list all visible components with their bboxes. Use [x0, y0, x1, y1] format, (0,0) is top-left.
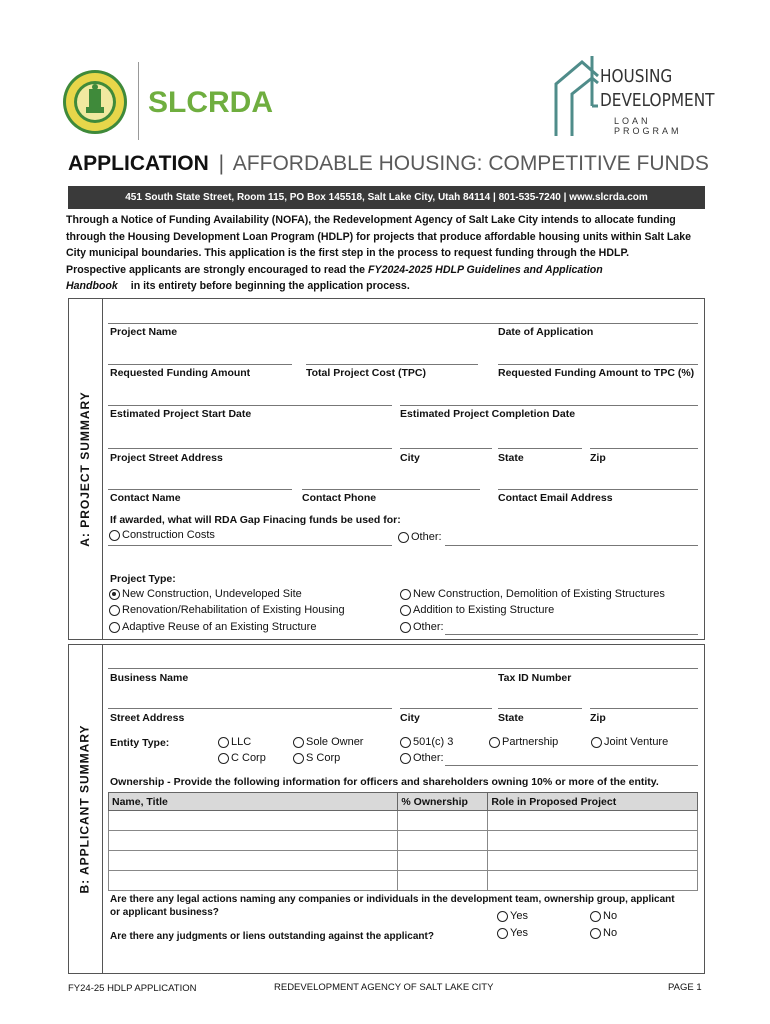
- hdlp-logo-line3: LOAN PROGRAM: [614, 116, 682, 136]
- gap-option-other[interactable]: Other:: [398, 531, 442, 543]
- table-header-name: Name, Title: [109, 793, 398, 811]
- intro-line-4b: FY2024-2025 HDLP Guidelines and Application: [368, 263, 603, 276]
- gap-funds-question: If awarded, what will RDA Gap Finacing funds be used for:: [110, 514, 401, 526]
- total-project-cost-label: Total Project Cost (TPC): [306, 367, 426, 379]
- project-type-label: Project Type:: [110, 573, 176, 585]
- start-date-label: Estimated Project Start Date: [110, 408, 252, 420]
- ownership-note: Ownership - Provide the following information for officers and shareholders owning 10% or more of the entity.: [110, 776, 659, 788]
- intro-line-5a: Handbook: [66, 280, 118, 292]
- footer-page-number: PAGE 1: [668, 982, 702, 993]
- radio-icon[interactable]: [400, 589, 411, 600]
- table-row[interactable]: [109, 851, 698, 871]
- judgment-no[interactable]: No: [590, 927, 617, 939]
- radio-icon[interactable]: [497, 911, 508, 922]
- entity-type-label: Entity Type:: [110, 737, 170, 749]
- project-name-label: Project Name: [110, 326, 178, 338]
- judgment-yes[interactable]: Yes: [497, 927, 528, 939]
- project-state-label: State: [498, 452, 524, 464]
- project-type-new-undeveloped[interactable]: New Construction, Undeveloped Site: [109, 588, 302, 600]
- legal-question-line1: Are there any legal actions naming any companies or individuals in the development team, ownership group, applicant: [110, 894, 675, 905]
- radio-icon[interactable]: [218, 737, 229, 748]
- entity-501c3[interactable]: 501(c) 3: [400, 736, 453, 748]
- footer-left: FY24-25 HDLP APPLICATION: [68, 983, 197, 994]
- legal-no[interactable]: No: [590, 910, 617, 922]
- project-type-addition[interactable]: Addition to Existing Structure: [400, 604, 554, 616]
- radio-icon[interactable]: [400, 753, 411, 764]
- intro-line-2: through the Housing Development Loan Program (HDLP) for projects that produce affordable housing units within Salt Lake: [66, 230, 692, 243]
- business-name-label: Business Name: [110, 672, 189, 684]
- intro-line-5b: in its entirety before beginning the application process.: [130, 280, 410, 292]
- hdlp-logo-line2: DEVELOPMENT: [600, 90, 715, 111]
- footer-center: REDEVELOPMENT AGENCY OF SALT LAKE CITY: [274, 982, 494, 993]
- radio-icon[interactable]: [218, 753, 229, 764]
- entity-ccorp[interactable]: C Corp: [218, 752, 266, 764]
- intro-line-4a: Prospective applicants are strongly encouraged to read the: [66, 263, 366, 276]
- project-type-adaptive-reuse[interactable]: Adaptive Reuse of an Existing Structure: [109, 621, 316, 633]
- completion-date-label: Estimated Project Completion Date: [400, 408, 576, 420]
- gap-option-construction[interactable]: Construction Costs: [109, 529, 215, 541]
- title-sub: AFFORDABLE HOUSING: COMPETITIVE FUNDS: [232, 152, 709, 175]
- project-street-address-label: Project Street Address: [110, 452, 223, 464]
- applicant-zip-label: Zip: [590, 712, 606, 724]
- table-header-ownership: % Ownership: [398, 793, 488, 811]
- entity-sole-owner[interactable]: Sole Owner: [293, 736, 363, 748]
- radio-icon[interactable]: [293, 737, 304, 748]
- address-bar: [68, 186, 705, 209]
- judgment-question: Are there any judgments or liens outstanding against the applicant?: [110, 931, 434, 942]
- legal-question-line2: or applicant business?: [110, 907, 219, 918]
- table-row[interactable]: [109, 871, 698, 891]
- intro-paragraph: [66, 212, 706, 295]
- table-row[interactable]: [109, 831, 698, 851]
- intro-line-3: City municipal boundaries. This application is the first step in the process to request funding through the HDLP.: [66, 247, 630, 259]
- city-seal-logo: [62, 69, 128, 135]
- table-header-role: Role in Proposed Project: [488, 793, 698, 811]
- slcrda-logo: SLCRDA: [148, 86, 273, 119]
- page-title: [68, 152, 709, 176]
- section-b-tab: B: APPLICANT SUMMARY: [78, 724, 93, 894]
- header-divider: [138, 62, 139, 140]
- radio-icon[interactable]: [109, 622, 120, 633]
- entity-partnership[interactable]: Partnership: [489, 736, 558, 748]
- date-of-application-label: Date of Application: [498, 326, 594, 338]
- table-row[interactable]: [109, 811, 698, 831]
- project-type-new-demolition[interactable]: New Construction, Demolition of Existing Structures: [400, 588, 665, 600]
- project-zip-label: Zip: [590, 452, 606, 464]
- legal-yes[interactable]: Yes: [497, 910, 528, 922]
- applicant-street-address-label: Street Address: [110, 712, 185, 724]
- section-a-tab: A: PROJECT SUMMARY: [78, 391, 92, 547]
- radio-selected-icon[interactable]: [109, 589, 120, 600]
- radio-icon[interactable]: [590, 928, 601, 939]
- entity-llc[interactable]: LLC: [218, 736, 251, 748]
- requested-to-tpc-label: Requested Funding Amount to TPC (%): [498, 367, 695, 379]
- hdlp-logo: [552, 56, 715, 142]
- contact-phone-label: Contact Phone: [302, 492, 377, 504]
- radio-icon[interactable]: [398, 532, 409, 543]
- address-text: 451 South State Street, Room 115, PO Box 145518, Salt Lake City, Utah 84114 | 801-535-7240 | www.slcrda.com: [125, 192, 648, 203]
- radio-icon[interactable]: [497, 928, 508, 939]
- entity-other[interactable]: Other:: [400, 752, 444, 764]
- requested-funding-label: Requested Funding Amount: [110, 367, 251, 379]
- project-city-label: City: [400, 452, 420, 464]
- title-main: APPLICATION: [68, 152, 209, 175]
- hdlp-logo-line1: HOUSING: [600, 66, 673, 87]
- radio-icon[interactable]: [400, 622, 411, 633]
- project-type-other[interactable]: Other:: [400, 621, 444, 633]
- radio-icon[interactable]: [590, 911, 601, 922]
- radio-icon[interactable]: [400, 737, 411, 748]
- contact-name-label: Contact Name: [110, 492, 181, 504]
- radio-icon[interactable]: [293, 753, 304, 764]
- applicant-state-label: State: [498, 712, 524, 724]
- contact-email-label: Contact Email Address: [498, 492, 613, 504]
- project-type-renovation[interactable]: Renovation/Rehabilitation of Existing Housing: [109, 604, 345, 616]
- applicant-city-label: City: [400, 712, 420, 724]
- radio-icon[interactable]: [400, 605, 411, 616]
- radio-icon[interactable]: [591, 737, 602, 748]
- radio-icon[interactable]: [109, 605, 120, 616]
- title-separator: |: [218, 152, 225, 175]
- intro-line-1: Through a Notice of Funding Availability (NOFA), the Redevelopment Agency of Salt Lake City intends to allocate funding: [66, 214, 676, 226]
- entity-joint-venture[interactable]: Joint Venture: [591, 736, 668, 748]
- ownership-table: [108, 792, 698, 891]
- tax-id-label: Tax ID Number: [498, 672, 572, 684]
- entity-scorp[interactable]: S Corp: [293, 752, 340, 764]
- radio-icon[interactable]: [489, 737, 500, 748]
- radio-icon[interactable]: [109, 530, 120, 541]
